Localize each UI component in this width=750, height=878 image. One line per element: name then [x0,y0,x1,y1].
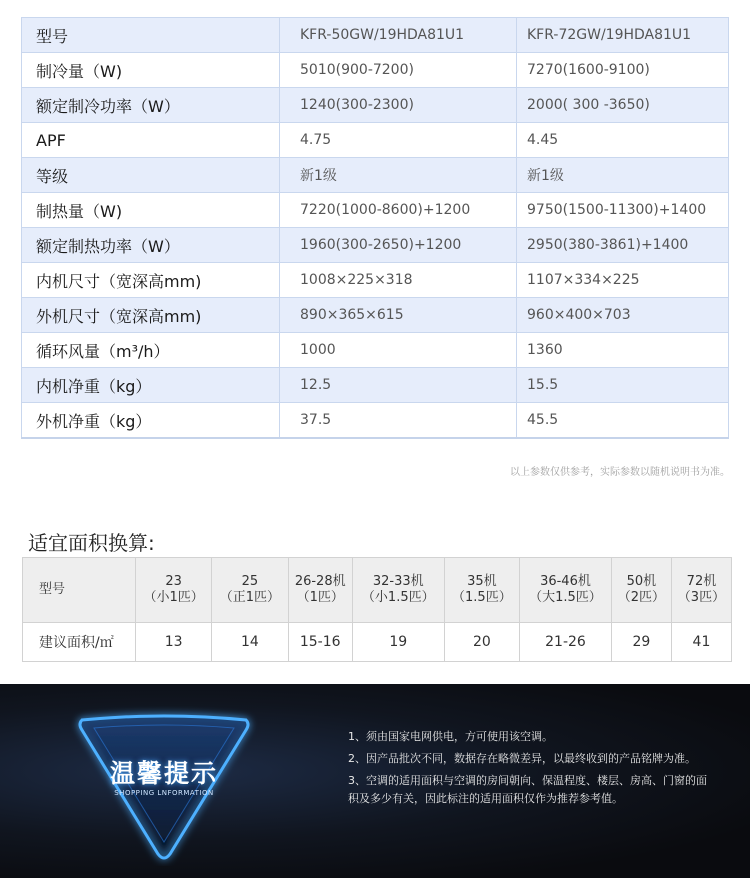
spec-row-label: 内机净重（kg） [22,368,280,403]
spec-row-value-model1: 1960(300-2650)+1200 [280,228,517,263]
area-column-header [136,558,212,623]
spec-header-label: 型号 [22,18,280,53]
area-column-capacity: （大1.5匹） [529,590,602,605]
area-column-capacity: （小1匹） [143,590,204,605]
spec-row-label: 内机尺寸（宽深高mm) [22,263,280,298]
spec-row-value-model2: 1107×334×225 [517,263,729,298]
area-value-cell: 21-26 [520,623,612,662]
spec-row [22,123,729,158]
spec-row [22,368,729,403]
spec-row-value-model1: 新1级 [280,158,517,193]
spec-note: 以上参数仅供参考，实际参数以随机说明书为准。 [510,467,730,478]
area-column-model: 72机 [686,574,717,589]
area-column-model: 26-28机 [294,574,346,589]
area-column-header [288,558,352,623]
spec-header-model1: KFR-50GW/19HDA81U1 [280,18,517,53]
spec-row-label: 额定制热功率（W） [22,228,280,263]
tips-badge [64,706,264,866]
area-column-header [444,558,520,623]
spec-table-body [22,18,729,439]
area-column-model: 32-33机 [372,574,424,589]
area-value-cell: 20 [444,623,520,662]
spec-row-value-model1: 37.5 [280,403,517,439]
spec-row [22,333,729,368]
spec-row-label: 制冷量（W) [22,53,280,88]
area-column-header [212,558,288,623]
area-column-header [520,558,612,623]
area-column-capacity: （1.5匹） [452,590,512,605]
spec-row [22,158,729,193]
area-column-capacity: （正1匹） [219,590,281,605]
spec-row [22,298,729,333]
tips-list [348,728,708,812]
area-column-capacity: （2匹） [617,590,665,605]
tip-item: 3、空调的适用面积与空调的房间朝向、保温程度、楼层、房高、门窗的面积及多少有关，因此标注的适用面积仅作为推荐参考值。 [348,774,707,805]
area-column-capacity: （3匹） [677,590,726,605]
spec-row [22,193,729,228]
area-row-label: 建议面积/㎡ [23,623,136,662]
area-table [22,557,732,662]
spec-row [22,88,729,123]
area-column-capacity: （1匹） [296,590,344,605]
area-title: 适宜面积换算: [28,531,155,555]
spec-row-value-model2: 4.45 [517,123,729,158]
area-value-cell: 29 [611,623,671,662]
spec-row-value-model1: 1240(300-2300) [280,88,517,123]
area-column-model: 36-46机 [540,574,591,589]
spec-row-label: 制热量（W) [22,193,280,228]
area-value-row [23,623,732,662]
spec-row-value-model2: 960×400×703 [517,298,729,333]
area-column-model: 35机 [467,574,497,589]
spec-row-value-model2: 9750(1500-11300)+1400 [517,193,729,228]
area-value-cell: 19 [352,623,444,662]
spec-row-value-model1: 890×365×615 [280,298,517,333]
spec-row [22,403,729,439]
spec-row-value-model2: 2950(380-3861)+1400 [517,228,729,263]
spec-row-value-model1: 5010(900-7200) [280,53,517,88]
badge-title: 温馨提示 [109,759,218,788]
tip-item: 1、须由国家电网供电，方可使用该空调。 [348,730,553,743]
spec-row-value-model1: 12.5 [280,368,517,403]
area-column-model: 25 [241,574,259,589]
spec-row-value-model2: 新1级 [517,158,729,193]
spec-row-value-model2: 45.5 [517,403,729,439]
spec-table [21,17,729,439]
tips-banner [0,684,750,878]
spec-row-label: APF [22,123,280,158]
spec-row-label: 外机尺寸（宽深高mm) [22,298,280,333]
area-value-cell: 14 [212,623,288,662]
spec-row [22,263,729,298]
area-column-model: 50机 [626,574,657,589]
spec-row-label: 等级 [22,158,280,193]
area-value-cell: 15-16 [288,623,352,662]
spec-row-value-model1: 1000 [280,333,517,368]
spec-row-label: 额定制冷功率（W） [22,88,280,123]
tip-item: 2、因产品批次不同，数据存在略微差异，以最终收到的产品铭牌为准。 [348,752,696,765]
area-value-cell: 13 [136,623,212,662]
spec-row [22,228,729,263]
spec-row-value-model1: 1008×225×318 [280,263,517,298]
spec-row-value-model1: 4.75 [280,123,517,158]
spec-row-value-model1: 7220(1000-8600)+1200 [280,193,517,228]
area-header-label: 型号 [23,558,136,623]
spec-row-label: 外机净重（kg） [22,403,280,439]
spec-row-label: 循环风量（m³/h） [22,333,280,368]
spec-header-row [22,18,729,53]
area-column-header [352,558,444,623]
area-column-model: 23 [165,574,182,589]
spec-row-value-model2: 15.5 [517,368,729,403]
spec-row-value-model2: 1360 [517,333,729,368]
area-header-row [23,558,732,623]
area-value-cell: 41 [671,623,731,662]
spec-row [22,53,729,88]
spec-header-model2: KFR-72GW/19HDA81U1 [517,18,729,53]
spec-row-value-model2: 7270(1600-9100) [517,53,729,88]
area-column-capacity: （小1.5匹） [361,590,435,605]
badge-subtitle: SHOPPING LNFORMATION [114,789,214,797]
area-column-header [671,558,731,623]
spec-row-value-model2: 2000( 300 -3650) [517,88,729,123]
area-column-header [611,558,671,623]
